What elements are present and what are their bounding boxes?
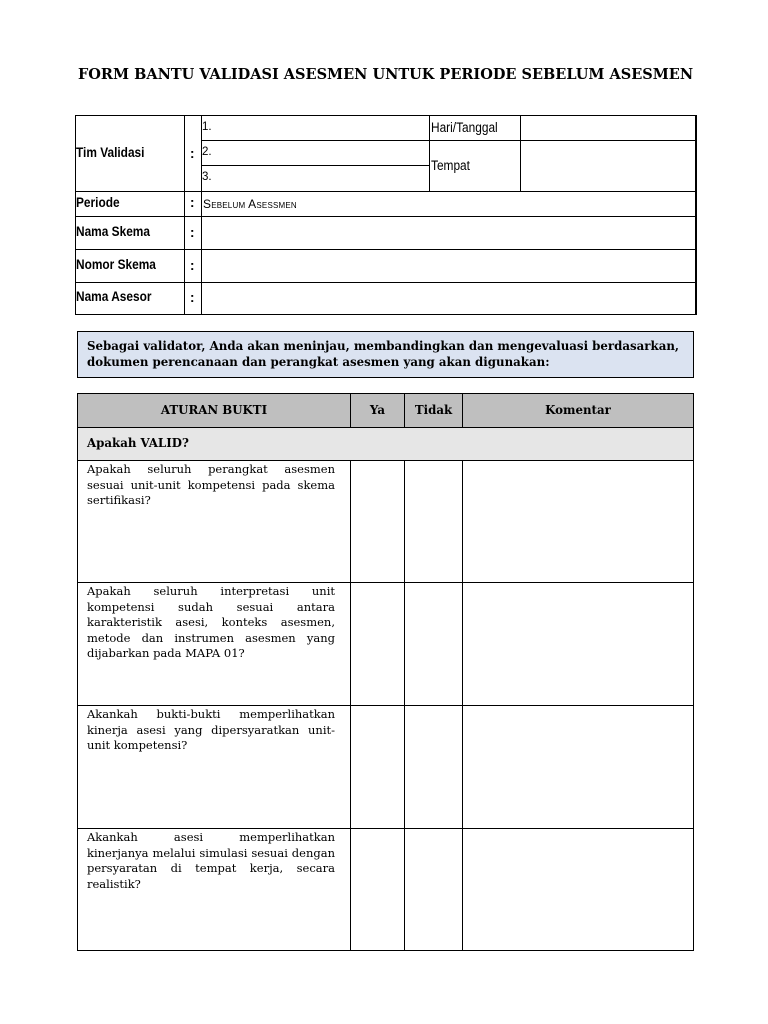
colon: :: [190, 195, 195, 210]
periode-label: Periode: [76, 195, 120, 210]
validator-2-field[interactable]: 2.: [202, 146, 212, 158]
ya-cell-3[interactable]: [351, 706, 404, 828]
header-komentar: Komentar: [545, 403, 611, 417]
tempat-field[interactable]: [522, 142, 695, 190]
divider: [520, 116, 521, 191]
colon: :: [190, 225, 195, 240]
tempat-label: Tempat: [431, 158, 470, 173]
hari-tanggal-field[interactable]: [522, 117, 695, 139]
validator-1-field[interactable]: 1.: [202, 121, 212, 133]
divider: [184, 116, 185, 314]
divider: [429, 116, 430, 191]
question-2: Apakah seluruh interpretasi unit kompetensi sudah sesuai antara karakteristik asesi, konteks asesmen, metode dan instrumen asesmen yang dijabarkan pada MAPA 01?: [87, 584, 335, 660]
tidak-cell-3[interactable]: [405, 706, 462, 828]
validator-3-field[interactable]: 3.: [202, 171, 212, 183]
question-4: Akankah asesi memperlihatkan kinerjanya melalui simulasi sesuai dengan persyaratan di tempat kerja, secara realistik?: [87, 830, 335, 891]
divider: [76, 216, 696, 217]
periode-value: Sebelum Asessmen: [203, 197, 297, 211]
ya-cell-4[interactable]: [351, 829, 404, 950]
hari-tanggal-label: Hari/Tanggal: [431, 120, 498, 135]
divider: [76, 249, 696, 250]
info-table: [75, 115, 697, 315]
section-title: Apakah VALID?: [87, 436, 189, 450]
divider: [201, 165, 429, 166]
header-ya: Ya: [369, 403, 386, 417]
komentar-cell-3[interactable]: [463, 706, 693, 828]
komentar-cell-2[interactable]: [463, 583, 693, 705]
nomor-skema-field[interactable]: [203, 251, 695, 281]
nama-asesor-field[interactable]: [203, 284, 695, 314]
validation-table: [77, 393, 694, 951]
nama-skema-label: Nama Skema: [76, 224, 150, 239]
komentar-cell-1[interactable]: [463, 461, 693, 582]
divider: [201, 140, 696, 141]
komentar-cell-4[interactable]: [463, 829, 693, 950]
nama-asesor-label: Nama Asesor: [76, 289, 152, 304]
divider: [76, 191, 696, 192]
form-title: FORM BANTU VALIDASI ASESMEN UNTUK PERIODE SEBELUM ASESMEN: [78, 66, 694, 83]
question-1: Apakah seluruh perangkat asesmen sesuai unit-unit kompetensi pada skema sertifikasi?: [87, 462, 335, 507]
ya-cell-1[interactable]: [351, 461, 404, 582]
colon: :: [190, 258, 195, 273]
nomor-skema-label: Nomor Skema: [76, 257, 156, 272]
instruction-box: Sebagai validator, Anda akan meninjau, membandingkan dan mengevaluasi berdasarkan, dokumen perencanaan dan perangkat asesmen yang akan digunakan:: [77, 331, 694, 378]
header-tidak: Tidak: [414, 403, 453, 417]
question-3: Akankah bukti-bukti memperlihatkan kinerja asesi yang dipersyaratkan unit-unit kompetensi?: [87, 707, 335, 752]
colon: :: [190, 290, 195, 305]
tidak-cell-1[interactable]: [405, 461, 462, 582]
tim-validasi-label: Tim Validasi: [76, 145, 145, 160]
colon: :: [190, 146, 195, 161]
ya-cell-2[interactable]: [351, 583, 404, 705]
tidak-cell-2[interactable]: [405, 583, 462, 705]
divider: [76, 282, 696, 283]
tidak-cell-4[interactable]: [405, 829, 462, 950]
nama-skema-field[interactable]: [203, 218, 695, 248]
divider: [78, 427, 693, 428]
header-aturan-bukti: ATURAN BUKTI: [160, 403, 268, 417]
